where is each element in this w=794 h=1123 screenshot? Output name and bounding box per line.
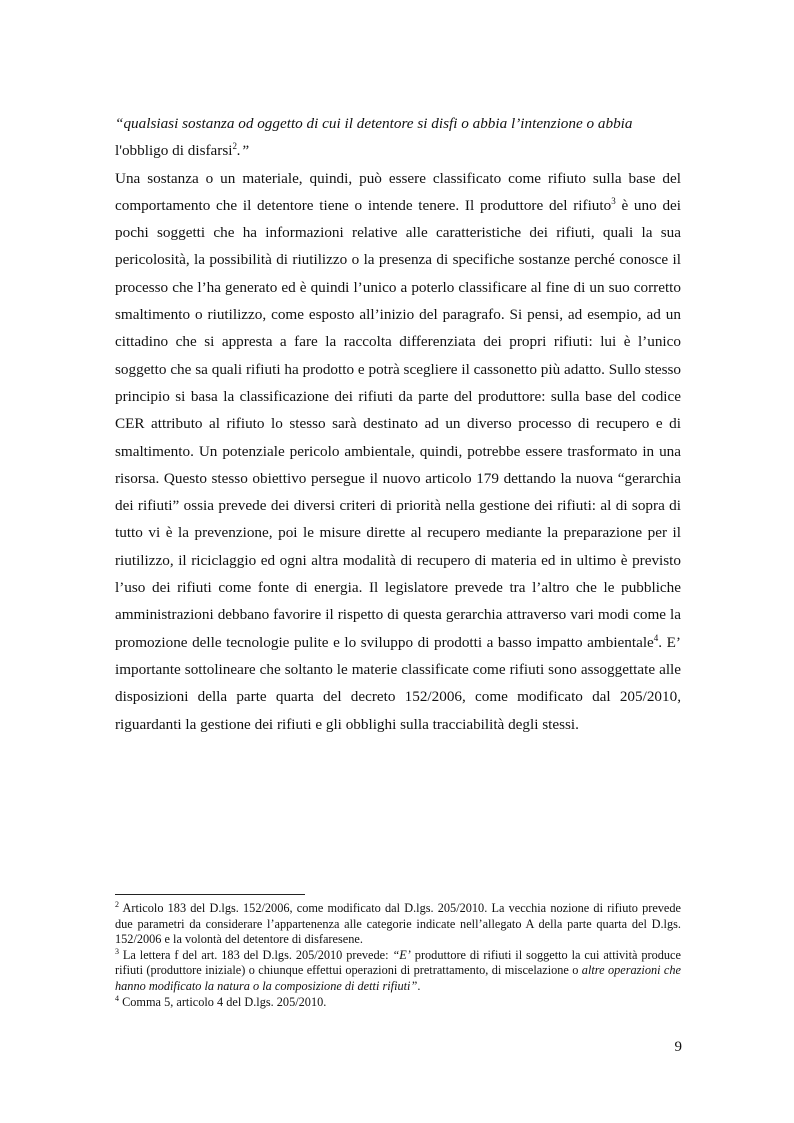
footnote-4-number: 4 [115,993,119,1003]
footnote-3-end: . [417,978,421,993]
footnote-2-number: 2 [115,899,119,909]
footnote-separator [115,894,305,895]
footnote-ref-4[interactable]: 4 [653,632,659,643]
footnote-3-number: 3 [115,946,119,956]
footnote-3-italic-a: “E’ [392,947,411,962]
footnote-2 [115,901,681,948]
footnotes [115,901,681,1010]
paragraph-text-c: . E’ importante sottolineare che soltanto le materie classificate come rifiuti sono assoggettate alle disposizioni della parte quarta del decreto 152/2006, come modificato dal 205/2010, riguardanti la gestione dei rifiuti e gli obblighi sulla tracciabilità degli stessi. [115,633,681,733]
main-text [115,110,681,738]
quote-plain-text: l'obbligo di disfarsi [115,142,233,160]
footnote-ref-2[interactable]: 2 [232,141,237,152]
footnote-4 [115,995,681,1011]
footnote-2-text: Articolo 183 del D.lgs. 152/2006, come modificato dal D.lgs. 205/2010. La vecchia nozione di rifiuto prevede due parametri da considerare l’appartenenza alle categorie indicate nell’allegato A della parte quarta del D.lgs. 152/2006 e la volontà del detentore di disfaresene. [115,901,681,947]
paragraph-text-b: è uno dei pochi soggetti che ha informazioni relative alle caratteristiche dei rifiuti, quali la sua pericolosità, la possibilità di riutilizzo o la presenza di specifiche sostanze perché conosce il processo che l’ha generato ed è quindi l’unico a poterlo classificare al fine di un suo corretto smaltimento o riutilizzo, come esposto all’inizio del paragrafo. Si pensi, ad esempio, ad un cittadino che si appresta a fare la raccolta differenziata dei propri rifiuti: lui è l’unico soggetto che sa quali rifiuti ha prodotto e potrà scegliere il cassonetto più adatto. Sullo stesso principio si basa la classificazione dei rifiuti da parte del produttore: sulla base del codice CER attributo al rifiuto lo stesso sarà destinato ad un diverso processo di recupero e di smaltimento. Un potenziale pericolo ambientale, quindi, potrebbe essere trasformato in una risorsa. Questo stesso obiettivo persegue il nuovo articolo 179 dettando la nuova “gerarchia dei rifiuti” ossia prevede dei diversi criteri di priorità nella gestione dei rifiuti: al di sopra di tutto vi è la prevenzione, poi le misure dirette al recupero mediante la preparazione per il riutilizzo, il riciclaggio ed ogni altra modalità di recupero di materia ed in ultimo è previsto l’uso dei rifiuti come fonte di energia. Il legislatore prevede tra l’altro che le pubbliche amministrazioni debbano favorire il rispetto di questa gerarchia attraverso vari modi come la promozione delle tecnologie pulite e lo sviluppo di prodotti a basso impatto ambientale [115,196,682,651]
footnote-3-italic-b: altre operazioni che hanno modificato la natura o la composizione di detti rifiuti” [115,963,681,993]
body-paragraph [115,165,681,738]
quote-end-text: .” [236,142,250,160]
page-number: 9 [674,1039,682,1055]
quote-paragraph [115,110,681,165]
paragraph-text-a: Una sostanza o un materiale, quindi, può essere classificato come rifiuto sulla base del comportamento che il detentore tiene o intende tenere. Il produttore del rifiuto [115,169,681,214]
quote-italic-text: “qualsiasi sostanza od oggetto di cui il detentore si disfi o abbia l’intenzione o abbia [115,115,633,132]
footnote-3-text: La lettera f del art. 183 del D.lgs. 205/2010 prevede: [119,947,393,962]
footnote-ref-3[interactable]: 3 [611,195,616,206]
footnote-4-text: Comma 5, articolo 4 del D.lgs. 205/2010. [119,994,327,1009]
footnote-3-text-b: produttore di rifiuti il soggetto la cui attività produce rifiuti (produttore iniziale) o chiunque effettui operazioni di pretrattamento, di miscelazione o [115,947,681,978]
footnote-3 [115,948,681,995]
quote-line-italic [115,110,681,137]
